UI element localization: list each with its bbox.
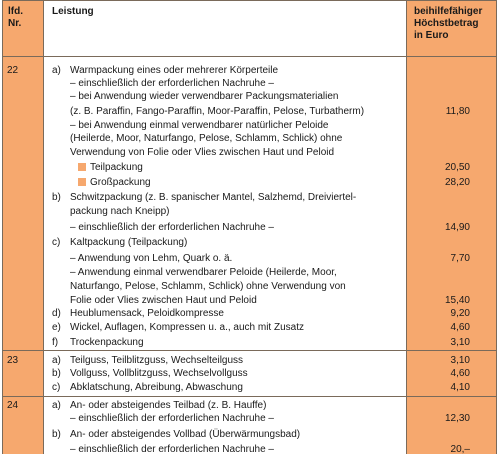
item-text: [70, 280, 346, 293]
item-letter: e): [52, 322, 61, 333]
item-price: 3,10: [450, 337, 470, 348]
header-leistung: Leistung: [52, 6, 94, 17]
item-text: [70, 64, 278, 77]
item-text-content: – Anwendung von Lehm, Quark o. ä.: [70, 253, 233, 264]
item-text: [70, 132, 342, 145]
item-price: 3,10: [450, 355, 470, 366]
column-divider-price: [406, 0, 407, 454]
item-text: [70, 354, 243, 367]
item-text-content: packung nach Kneipp): [70, 206, 170, 217]
item-text: [70, 307, 224, 320]
item-text: [70, 336, 144, 349]
header-betrag-line1: beihilfefähiger: [414, 6, 483, 17]
header-betrag-line2: Höchstbetrag: [414, 18, 479, 29]
header-divider: [2, 56, 496, 57]
item-text-content: Teilpackung: [90, 162, 143, 173]
row-divider-24: [2, 396, 496, 397]
item-price: 12,30: [444, 413, 470, 424]
item-text: [70, 412, 274, 425]
table-border-right: [496, 0, 497, 454]
item-text-content: Kaltpackung (Teilpackung): [70, 237, 188, 248]
item-text-content: Verwendung von Folie oder Vlies zwischen Haut und Peloid: [70, 147, 335, 158]
item-price: 15,40: [444, 295, 470, 306]
row-number: 22: [7, 65, 19, 76]
item-price: 14,90: [444, 222, 470, 233]
item-text: [70, 90, 339, 103]
item-text-content: – Anwendung einmal verwendbarer Peloide (Heilerde, Moor,: [70, 267, 337, 278]
item-text-content: – einschließlich der erforderlichen Nachruhe –: [70, 222, 274, 233]
item-text-content: (z. B. Paraffin, Fango-Paraffin, Moor-Paraffin, Pelose, Turbatherm): [70, 106, 365, 117]
header-nr-line2: Nr.: [8, 18, 22, 29]
item-letter: a): [52, 355, 61, 366]
item-text-content: Wickel, Auflagen, Kompressen u. a., auch mit Zusatz: [70, 322, 304, 333]
item-text: [70, 367, 248, 380]
row-number: 24: [7, 400, 19, 411]
item-letter: b): [52, 429, 61, 440]
item-price: 4,10: [450, 382, 470, 393]
item-text-content: – bei Anwendung einmal verwendbarer natürlicher Peloide: [70, 120, 329, 131]
item-text: [70, 105, 364, 118]
item-price: 28,20: [444, 177, 470, 188]
item-text: [70, 321, 304, 334]
item-price: 4,60: [450, 368, 470, 379]
header-nr-line1: lfd.: [8, 6, 23, 17]
row-number: 23: [7, 355, 19, 366]
item-text: [70, 381, 243, 394]
item-price: 11,80: [445, 106, 470, 117]
item-letter: b): [52, 368, 61, 379]
column-divider-nr: [43, 0, 44, 454]
item-text-content: Trockenpackung: [70, 337, 144, 348]
item-letter: d): [52, 308, 61, 319]
item-text: [70, 191, 356, 204]
item-text-content: – einschließlich der erforderlichen Nachruhe –: [70, 78, 274, 89]
item-text: [78, 161, 143, 174]
item-text: [70, 399, 266, 412]
item-text: [78, 176, 151, 189]
item-text: [70, 428, 300, 441]
item-text-content: Folie oder Vlies zwischen Haut und Peloid: [70, 295, 257, 306]
row-divider-23: [2, 350, 496, 351]
item-letter: a): [52, 65, 61, 76]
item-text-content: – einschließlich der erforderlichen Nachruhe –: [70, 413, 274, 424]
table-header: [0, 0, 500, 57]
item-text-content: – einschließlich der erforderlichen Nachruhe –: [70, 444, 274, 455]
item-letter: b): [52, 192, 61, 203]
header-betrag-line3: in Euro: [414, 30, 449, 41]
item-text: [70, 266, 337, 279]
bullet-square-icon: [78, 178, 86, 186]
item-text: [70, 236, 187, 249]
item-text: [70, 205, 170, 218]
item-letter: c): [52, 237, 61, 248]
item-price: 4,60: [450, 322, 470, 333]
item-price: 9,20: [450, 308, 470, 319]
item-letter: c): [52, 382, 61, 393]
item-text-content: Teilguss, Teilblitzguss, Wechselteilguss: [70, 355, 244, 366]
item-text-content: Naturfango, Pelose, Schlamm, Schlick) ohne Verwendung von: [70, 281, 346, 292]
bullet-square-icon: [78, 163, 86, 171]
item-text-content: Vollguss, Vollblitzguss, Wechselvollguss: [70, 368, 248, 379]
item-text-content: Warmpackung eines oder mehrerer Körperteile: [70, 65, 279, 76]
item-text: [70, 252, 232, 265]
item-price: 7,70: [450, 253, 470, 264]
item-price: 20,50: [444, 162, 470, 173]
item-letter: a): [52, 400, 61, 411]
item-text: [70, 221, 274, 234]
item-text-content: (Heilerde, Moor, Naturfango, Pelose, Schlamm, Schlick) ohne: [70, 133, 343, 144]
item-text-content: An- oder absteigendes Vollbad (Überwärmungsbad): [70, 429, 301, 440]
item-text: [70, 443, 274, 456]
item-text: [70, 119, 329, 132]
item-text: [70, 146, 334, 159]
item-text-content: Schwitzpackung (z. B. spanischer Mantel, Salzhemd, Dreiviertel-: [70, 192, 357, 203]
item-price: 20,–: [450, 444, 470, 455]
item-text-content: An- oder absteigendes Teilbad (z. B. Hauffe): [70, 400, 267, 411]
item-text-content: Abklatschung, Abreibung, Abwaschung: [70, 382, 243, 393]
item-text: [70, 77, 274, 90]
item-text: [70, 294, 257, 307]
table-border-left: [2, 0, 3, 454]
item-text-content: – bei Anwendung wieder verwendbarer Packungsmaterialien: [70, 91, 339, 102]
item-letter: f): [52, 337, 59, 348]
item-text-content: Großpackung: [90, 177, 151, 188]
table-border-top: [2, 0, 496, 1]
item-text-content: Heublumensack, Peloidkompresse: [70, 308, 224, 319]
